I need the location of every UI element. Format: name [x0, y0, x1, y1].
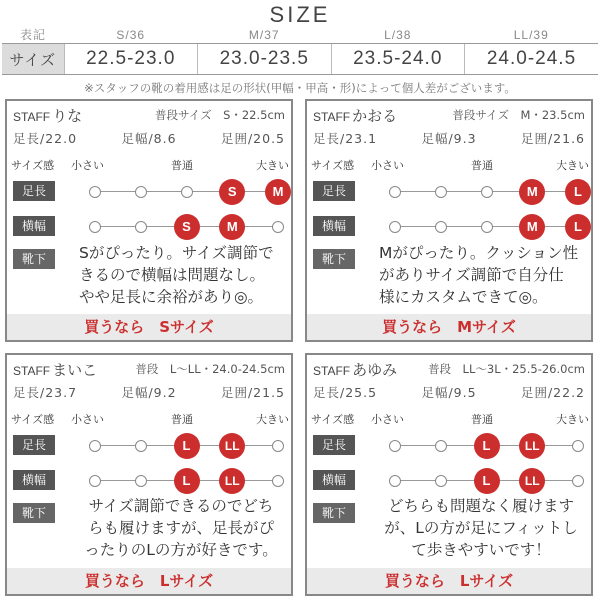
track-dot	[89, 475, 101, 487]
usual-size: 普段 LL〜3L・25.5-26.0cm	[428, 362, 585, 376]
staff-label: STAFF	[313, 364, 351, 378]
recommended-size: 買うなら Lサイズ	[7, 568, 291, 594]
measurement: 足囲/20.5	[220, 131, 285, 146]
scale-title: サイズ感	[311, 159, 355, 172]
track-dot	[572, 475, 584, 487]
comment-line: やや足長に余裕があり◎。	[79, 288, 264, 306]
comment-line: らも履けますが、足長がぴ	[87, 519, 274, 537]
scale-normal: 普通	[171, 159, 193, 172]
size-mark: L	[174, 433, 200, 459]
size-cell: 24.0-24.5	[465, 44, 599, 75]
header-cell: LL/39	[513, 27, 549, 42]
measurement: 足囲/21.6	[520, 131, 585, 146]
measurement: 足囲/21.5	[220, 385, 285, 400]
scale-normal: 普通	[171, 413, 193, 426]
comment-line: 様にカスタムできて◎。	[379, 288, 548, 306]
staff-card	[5, 99, 293, 342]
recommended-size: 買うなら Lサイズ	[307, 568, 591, 594]
scale-large: 大きい	[256, 159, 289, 172]
staff-header	[13, 105, 285, 125]
size-mark: LL	[519, 468, 545, 494]
scale-normal: 普通	[471, 413, 493, 426]
size-mark: L	[474, 468, 500, 494]
comment-line: Sがぴったり。サイズ調節で	[79, 244, 274, 262]
measurement: 足長/23.1	[313, 131, 378, 146]
row-label: サイズ	[2, 44, 64, 75]
size-mark: L	[565, 214, 591, 240]
staff-comment	[379, 242, 583, 308]
row-tag: 足長	[13, 181, 55, 201]
staff-card	[5, 353, 293, 596]
size-track	[395, 474, 578, 488]
measurement: 足長/23.7	[13, 385, 78, 400]
recommended-size: 買うなら Mサイズ	[307, 314, 591, 340]
track-dot	[435, 475, 447, 487]
size-mark: S	[174, 214, 200, 240]
row-tag: 横幅	[13, 216, 55, 236]
size-mark: L	[174, 468, 200, 494]
comment-line: どちらも問題なく履けます	[387, 497, 574, 515]
staff-label: STAFF	[13, 364, 51, 378]
measurement: 足長/22.0	[13, 131, 78, 146]
track-dot	[572, 440, 584, 452]
fit-scale-labels	[307, 157, 591, 173]
size-mark: M	[519, 179, 545, 205]
scale-title: サイズ感	[11, 159, 55, 172]
track-dot	[272, 440, 284, 452]
track-dot	[435, 221, 447, 233]
comment-line: が、Lの方が足にフィットし	[384, 519, 578, 537]
fit-scale-labels	[7, 157, 291, 173]
size-track	[95, 184, 284, 199]
measurement: 足幅/8.6	[121, 131, 177, 146]
measurement: 足幅/9.5	[421, 385, 477, 400]
scale-small: 小さい	[71, 413, 104, 426]
fit-scale-labels	[7, 411, 291, 427]
scale-large: 大きい	[556, 413, 589, 426]
row-tag: 足長	[13, 435, 55, 455]
track-dot	[272, 221, 284, 233]
foot-measurements	[13, 383, 285, 401]
header-cell: L/38	[384, 27, 412, 42]
staff-comment	[379, 495, 583, 561]
header-cell: 表記	[19, 28, 46, 42]
recommended-size: 買うなら Sサイズ	[7, 314, 291, 340]
track-dot	[389, 186, 401, 198]
track-dot	[181, 186, 193, 198]
row-tag: 足長	[313, 181, 355, 201]
row-tag: 横幅	[13, 470, 55, 490]
size-cell: 23.5-24.0	[331, 44, 465, 75]
track-dot	[135, 440, 147, 452]
size-mark: S	[219, 179, 245, 205]
track-dot	[389, 221, 401, 233]
row-tag: 靴下	[313, 249, 355, 269]
size-track	[95, 439, 278, 453]
staff-header	[13, 359, 285, 379]
foot-measurements	[13, 129, 285, 147]
track-dot	[89, 440, 101, 452]
comment-line: て歩きやすいです！	[411, 541, 551, 559]
size-mark: M	[219, 214, 245, 240]
size-track	[95, 474, 278, 488]
comment-line: ったりのLの方が好きです。	[84, 541, 278, 559]
size-mark: M	[519, 214, 545, 240]
staff-name: あゆみ	[352, 361, 398, 379]
size-track	[395, 439, 578, 453]
size-track	[395, 219, 582, 234]
size-table	[2, 26, 598, 75]
scale-title: サイズ感	[11, 413, 55, 426]
staff-comment	[79, 242, 283, 308]
track-dot	[389, 440, 401, 452]
track-dot	[435, 440, 447, 452]
track-dot	[89, 221, 101, 233]
track-dot	[89, 186, 101, 198]
scale-title: サイズ感	[311, 413, 355, 426]
staff-card	[305, 353, 593, 596]
fit-scale-labels	[307, 411, 591, 427]
scale-small: 小さい	[71, 159, 104, 172]
usual-size: 普段サイズ S・22.5cm	[154, 108, 285, 122]
row-tag: 足長	[313, 435, 355, 455]
size-mark: LL	[519, 433, 545, 459]
foot-measurements	[313, 383, 585, 401]
size-track	[95, 220, 278, 234]
size-table-row	[2, 44, 598, 75]
header-cell: S/36	[116, 27, 146, 42]
track-dot	[135, 475, 147, 487]
measurement: 足幅/9.2	[121, 385, 177, 400]
track-dot	[435, 186, 447, 198]
scale-small: 小さい	[371, 159, 404, 172]
size-mark: L	[565, 179, 591, 205]
comment-line: サイズ調節できるのでどち	[88, 497, 274, 515]
size-table-header	[2, 26, 598, 44]
track-dot	[481, 186, 493, 198]
row-tag: 靴下	[13, 249, 55, 269]
staff-label: STAFF	[313, 110, 351, 124]
header-cell: M/37	[248, 27, 280, 42]
staff-header	[313, 105, 585, 125]
measurement: 足長/25.5	[313, 385, 378, 400]
track-dot	[272, 475, 284, 487]
staff-label: STAFF	[13, 110, 51, 124]
size-mark: M	[265, 179, 291, 205]
foot-measurements	[313, 129, 585, 147]
staff-name: かおる	[352, 107, 398, 125]
page-title: SIZE	[269, 2, 331, 27]
fit-note: ※スタッフの靴の着用感は足の形状(甲幅・甲高・形)によって個人差がございます。	[84, 81, 516, 95]
size-track	[395, 184, 582, 199]
staff-name: まいこ	[52, 361, 98, 379]
scale-normal: 普通	[471, 159, 493, 172]
staff-comment	[79, 495, 283, 561]
measurement: 足囲/22.2	[520, 385, 585, 400]
comment-line: がありサイズ調節で自分仕	[379, 266, 564, 284]
usual-size: 普段 L〜LL・24.0-24.5cm	[135, 362, 285, 376]
measurement: 足幅/9.3	[421, 131, 477, 146]
staff-header	[313, 359, 585, 379]
scale-large: 大きい	[256, 413, 289, 426]
usual-size: 普段サイズ M・23.5cm	[452, 108, 585, 122]
row-tag: 靴下	[313, 503, 355, 523]
scale-small: 小さい	[371, 413, 404, 426]
size-mark: L	[474, 433, 500, 459]
row-tag: 横幅	[313, 470, 355, 490]
size-cell: 22.5-23.0	[64, 44, 198, 75]
comment-line: Mがぴったり。クッション性	[379, 244, 579, 262]
track-dot	[135, 221, 147, 233]
staff-card	[305, 99, 593, 342]
comment-line: きるので横幅は問題なし。	[79, 266, 266, 284]
staff-name: りな	[52, 107, 83, 125]
track-dot	[135, 186, 147, 198]
row-tag: 靴下	[13, 503, 55, 523]
row-tag: 横幅	[313, 216, 355, 236]
track-dot	[389, 475, 401, 487]
size-cell: 23.0-23.5	[198, 44, 332, 75]
size-mark: LL	[219, 433, 245, 459]
track-dot	[481, 221, 493, 233]
scale-large: 大きい	[556, 159, 589, 172]
size-mark: LL	[219, 468, 245, 494]
